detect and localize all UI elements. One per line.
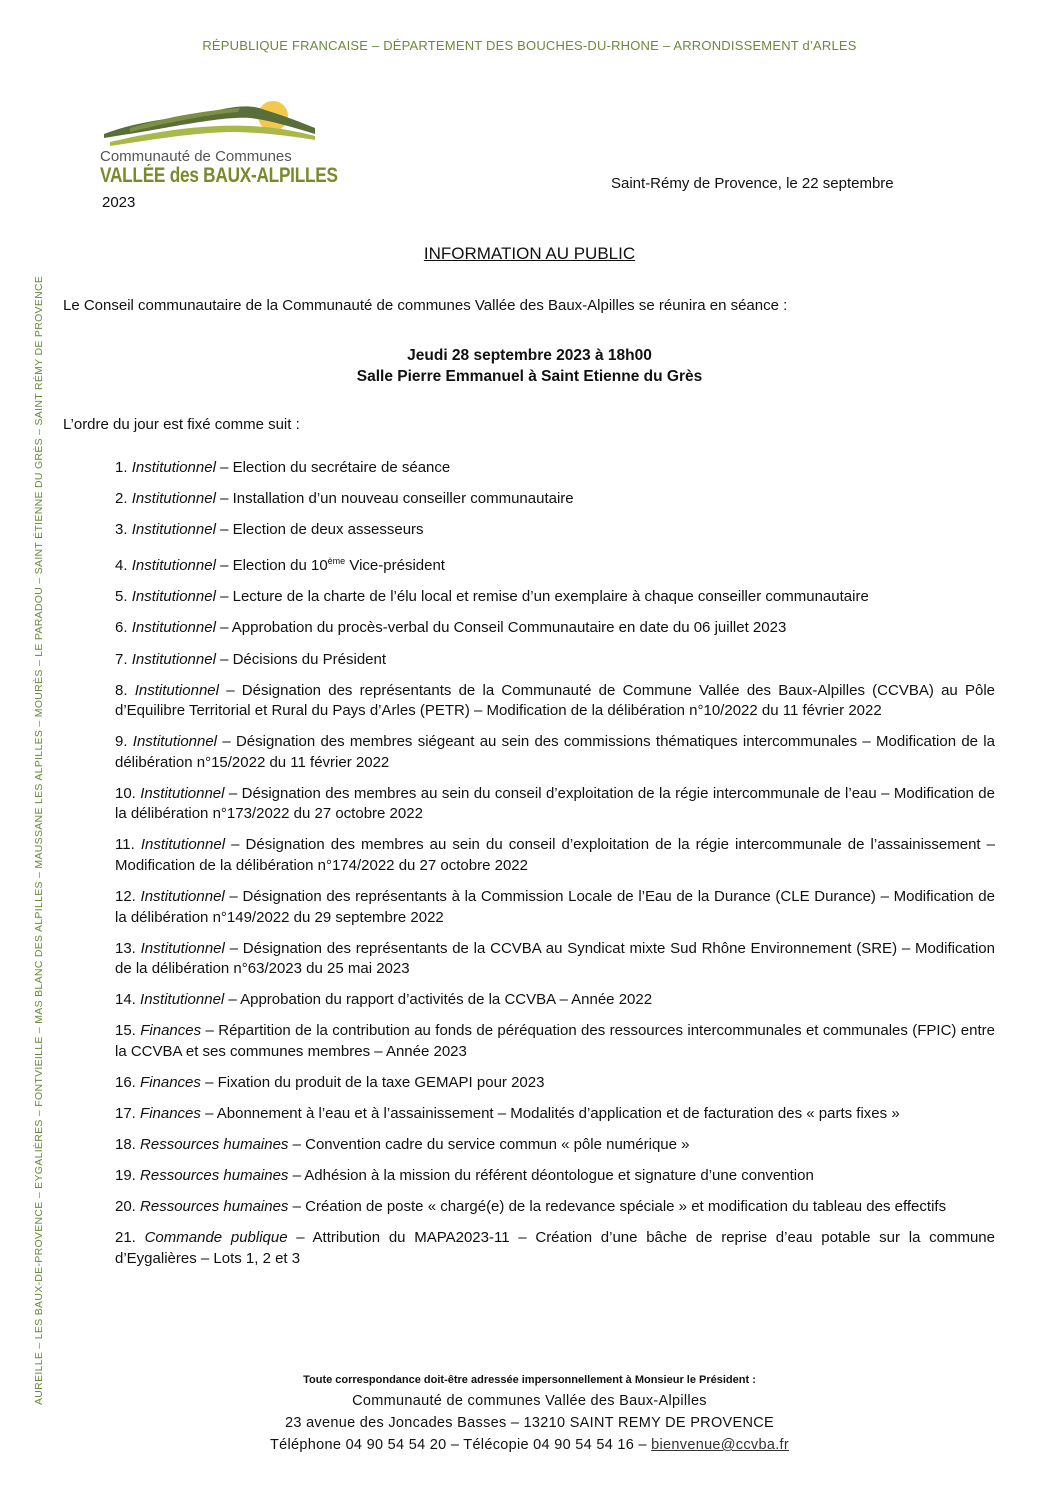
agenda-item-category: Institutionnel xyxy=(140,888,225,906)
agenda-item xyxy=(115,1021,995,1062)
agenda-item-number: 4. xyxy=(115,557,132,575)
agenda-item-category: Finances xyxy=(140,1073,201,1091)
agenda-item-number: 16. xyxy=(115,1073,141,1091)
agenda-item xyxy=(115,887,995,928)
agenda-item-category: Institutionnel xyxy=(131,588,216,606)
agenda-item-number: 19. xyxy=(115,1167,141,1185)
agenda-item-category: Institutionnel xyxy=(131,557,216,575)
agenda-item xyxy=(115,835,995,876)
agenda-item-category: Institutionnel xyxy=(140,836,226,854)
agenda-item-number: 7. xyxy=(115,650,132,668)
agenda-item-number: 21. xyxy=(115,1229,145,1247)
agenda-item-text: – Election de deux assesseurs xyxy=(215,521,424,539)
agenda-item-category: Ressources humaines xyxy=(140,1167,289,1185)
agenda-item-number: 5. xyxy=(115,588,132,606)
agenda-item-text: – Election du secrétaire de séance xyxy=(215,459,451,476)
agenda-item xyxy=(115,681,995,722)
agenda-item-category: Institutionnel xyxy=(131,521,216,539)
agenda-item-number: 13. xyxy=(115,939,141,957)
agenda-item-category: Ressources humaines xyxy=(140,1136,289,1154)
agenda-item-text: – Lecture de la charte de l’élu local et remise d’un exemplaire à chaque conseiller communautaire xyxy=(215,588,869,606)
agenda-item-number: 3. xyxy=(115,521,132,539)
agenda-item xyxy=(115,458,995,479)
agenda-item-text-before: – Election du 10 xyxy=(215,557,328,575)
agenda-item-text: – Attribution du MAPA2023-11 – Création d’une bâche de reprise d’eau potable sur la commune d’Eygalières – Lots 1, 2 et 3 xyxy=(115,1229,995,1267)
agenda-item xyxy=(115,990,995,1011)
agenda-item-category: Ressources humaines xyxy=(140,1198,289,1216)
agenda-item-number: 20. xyxy=(115,1198,141,1216)
footer-phone: Téléphone 04 90 54 54 20 – Télécopie 04 90 54 54 16 – xyxy=(270,1437,652,1453)
agenda-item-text: – Décisions du Président xyxy=(215,650,387,668)
agenda-item-number: 11. xyxy=(115,836,141,854)
agenda-list xyxy=(115,458,995,1280)
agenda-item-number: 15. xyxy=(115,1022,141,1040)
agenda-item xyxy=(115,587,995,608)
agenda-item-category: Commande publique xyxy=(144,1229,288,1247)
agenda-item-text: – Désignation des représentants de la Communauté de Commune Vallée des Baux-Alpilles (CCVBA) au Pôle d’Equilibre Territorial et Rural du Pays d’Arles (PETR) – Modification de la délibération n°10/2022 du 11 février 2022 xyxy=(115,681,995,720)
agenda-item xyxy=(115,489,995,510)
footer-line1: Communauté de communes Vallée des Baux-Alpilles xyxy=(352,1393,707,1409)
agenda-item-text: – Création de poste « chargé(e) de la redevance spéciale » et modification du tableau des effectifs xyxy=(288,1198,947,1216)
agenda-item-category: Institutionnel xyxy=(131,459,216,476)
logo xyxy=(100,98,338,198)
agenda-item xyxy=(115,1104,995,1125)
date-year: 2023 xyxy=(102,194,136,211)
agenda-item xyxy=(115,784,995,825)
agenda-item-number: 14. xyxy=(115,991,141,1009)
agenda-item-category: Institutionnel xyxy=(140,784,225,802)
footer xyxy=(0,1374,1059,1456)
date-line: Saint-Rémy de Provence, le 22 septembre xyxy=(611,175,894,192)
logo-hills-icon xyxy=(100,98,320,148)
document-title: INFORMATION AU PUBLIC xyxy=(423,244,636,263)
agenda-item-text: – Installation d’un nouveau conseiller communautaire xyxy=(215,490,574,508)
meeting-info xyxy=(0,345,1059,387)
agenda-item-category: Institutionnel xyxy=(140,939,225,957)
agenda-item-text: Vice-président xyxy=(345,557,445,575)
agenda-item xyxy=(115,732,995,773)
footer-title: Toute correspondance doit-être adressée impersonnellement à Monsieur le Président : xyxy=(303,1374,756,1386)
agenda-item-category: Institutionnel xyxy=(131,650,216,668)
agenda-item-number: 9. xyxy=(115,733,133,751)
agenda-item-number: 6. xyxy=(115,619,132,637)
agenda-item-category: Finances xyxy=(140,1022,202,1040)
logo-line1: Communauté de Communes xyxy=(100,148,292,165)
agenda-item-text: – Répartition de la contribution au fonds de péréquation des ressources intercommunales et communales (FPIC) entre la CCVBA et ses communes membres – Année 2023 xyxy=(115,1022,995,1060)
agenda-item-number: 8. xyxy=(115,681,135,699)
header-line: RÉPUBLIQUE FRANCAISE – DÉPARTEMENT DES BOUCHES-DU-RHONE – ARRONDISSEMENT d’ARLES xyxy=(202,38,857,53)
agenda-item-text: – Désignation des représentants de la CCVBA au Syndicat mixte Sud Rhône Environnement (SRE) – Modification de la délibération n°63/2023 du 25 mai 2023 xyxy=(115,939,995,978)
agenda-item-text: – Désignation des membres siégeant au sein des commissions thématiques intercommunales – Modification de la délibération n°15/2022 du 11 février 2022 xyxy=(115,733,995,771)
agenda-item xyxy=(115,1197,995,1218)
agenda-item-text: – Convention cadre du service commun « pôle numérique » xyxy=(288,1136,690,1154)
agenda-item xyxy=(115,1073,995,1094)
agenda-item-category: Institutionnel xyxy=(132,733,218,751)
agenda-item-text: – Fixation du produit de la taxe GEMAPI pour 2023 xyxy=(200,1073,545,1091)
side-communes-text: AUREILLE – LES BAUX-DE-PROVENCE – EYGALIÈRES – FONTVIEILLE – MAS BLANC DES ALPILLES – MAUSSANE LES ALPILLES – MOURÈS – LE PARADOU – SAINT ÉTIENNE DU GRÈS – SAINT RÉMY DE PROVENCE xyxy=(33,275,45,1405)
agenda-item-number: 10. xyxy=(115,784,141,802)
agenda-item-category: Institutionnel xyxy=(134,681,219,699)
agenda-item xyxy=(115,551,995,577)
agenda-item xyxy=(115,1135,995,1156)
agenda-item xyxy=(115,650,995,671)
agenda-item-number: 1. xyxy=(115,459,132,476)
agenda-item-text: – Approbation du procès-verbal du Conseil Communautaire en date du 06 juillet 2023 xyxy=(215,619,787,637)
agenda-item-category: Institutionnel xyxy=(131,619,216,637)
meeting-place: Salle Pierre Emmanuel à Saint Etienne du Grès xyxy=(356,368,703,385)
agenda-item-number: 17. xyxy=(115,1105,141,1122)
agenda-item-number: 12. xyxy=(115,888,141,906)
intro-text: Le Conseil communautaire de la Communauté de communes Vallée des Baux-Alpilles se réunira en séance : xyxy=(63,297,788,314)
agenda-item xyxy=(115,618,995,639)
agenda-item-category: Finances xyxy=(140,1105,201,1122)
agenda-item-category: Institutionnel xyxy=(140,991,225,1009)
agenda-item xyxy=(115,939,995,980)
agenda-item-text: – Désignation des membres au sein du conseil d’exploitation de la régie intercommunale de l’eau – Modification de la délibération n°173/2022 du 27 octobre 2022 xyxy=(115,784,995,823)
agenda-item xyxy=(115,1228,995,1269)
agenda-item-text: – Abonnement à l’eau et à l’assainissement – Modalités d’application et de facturation des « parts fixes » xyxy=(200,1105,900,1122)
agenda-item-text: – Désignation des représentants à la Commission Locale de l’Eau de la Durance (CLE Durance) – Modification de la délibération n°149/2022 du 29 septembre 2022 xyxy=(115,888,995,926)
agenda-item-text: – Désignation des membres au sein du conseil d’exploitation de la régie intercommunale de l’assainissement – Modification de la délibération n°174/2022 du 27 octobre 2022 xyxy=(115,836,996,874)
agenda-item-category: Institutionnel xyxy=(131,490,216,508)
footer-email-link[interactable]: bienvenue@ccvba.fr xyxy=(651,1437,789,1453)
footer-line2: 23 avenue des Joncades Basses – 13210 SAINT REMY DE PROVENCE xyxy=(285,1415,774,1431)
meeting-date: Jeudi 28 septembre 2023 à 18h00 xyxy=(407,347,652,364)
agenda-item-number: 18. xyxy=(115,1136,141,1154)
agenda-item xyxy=(115,520,995,541)
ordre-intro: L’ordre du jour est fixé comme suit : xyxy=(63,416,300,433)
agenda-item-number: 2. xyxy=(115,490,132,508)
agenda-item-text: – Approbation du rapport d’activités de la CCVBA – Année 2022 xyxy=(224,991,653,1009)
footer-line3 xyxy=(0,1434,1059,1456)
agenda-item-text: – Adhésion à la mission du référent déontologue et signature d’une convention xyxy=(288,1167,814,1185)
agenda-item-sup: ème xyxy=(327,556,346,567)
agenda-item xyxy=(115,1166,995,1187)
logo-line2: VALLÉE des BAUX-ALPILLES xyxy=(100,164,338,187)
